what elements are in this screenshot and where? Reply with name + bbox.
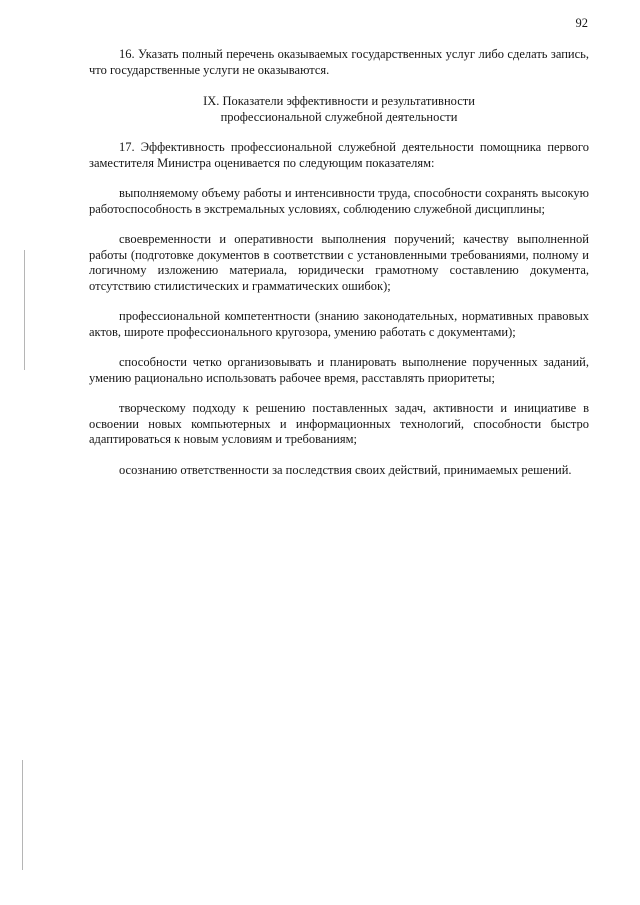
indicator-organization: способности четко организовывать и планировать выполнение порученных заданий, умению рационально использовать рабочее время, расставлять приоритеты; [89, 355, 589, 385]
indicator-creativity: творческому подходу к решению поставленных задач, активности и инициативе в освоении новых компьютерных и информационных технологий, способности быстро адаптироваться к новым условиям и требованиям; [89, 401, 589, 446]
indicator-timeliness: своевременности и оперативности выполнения поручений; качеству выполненной работы (подготовке документов в соответствии с установленными требованиями, полному и логичному изложению материала, юридически грамотному составлению документа, отсутствию стилистических и грамматических ошибок); [89, 232, 589, 293]
scan-artifact-left-lower [22, 760, 23, 870]
indicator-competence: профессиональной компетентности (знанию законодательных, нормативных правовых актов, широте профессионального кругозора, умению работать с документами); [89, 309, 589, 339]
section-title-line-1: IX. Показатели эффективности и результативности [203, 94, 475, 108]
page-number: 92 [575, 16, 588, 30]
section-title [89, 93, 589, 125]
paragraph-16: 16. Указать полный перечень оказываемых государственных услуг либо сделать запись, что государственные услуги не оказываются. [89, 47, 589, 77]
section-title-line-2: профессиональной служебной деятельности [220, 110, 458, 124]
scan-artifact-left-upper [24, 250, 25, 370]
paragraph-17: 17. Эффективность профессиональной служебной деятельности помощника первого заместителя Министра оценивается по следующим показателям: [89, 140, 589, 170]
indicator-workload: выполняемому объему работы и интенсивности труда, способности сохранять высокую работоспособность в экстремальных условиях, соблюдению служебной дисциплины; [89, 186, 589, 216]
indicator-responsibility: осознанию ответственности за последствия своих действий, принимаемых решений. [119, 462, 572, 477]
document-body [89, 47, 589, 493]
